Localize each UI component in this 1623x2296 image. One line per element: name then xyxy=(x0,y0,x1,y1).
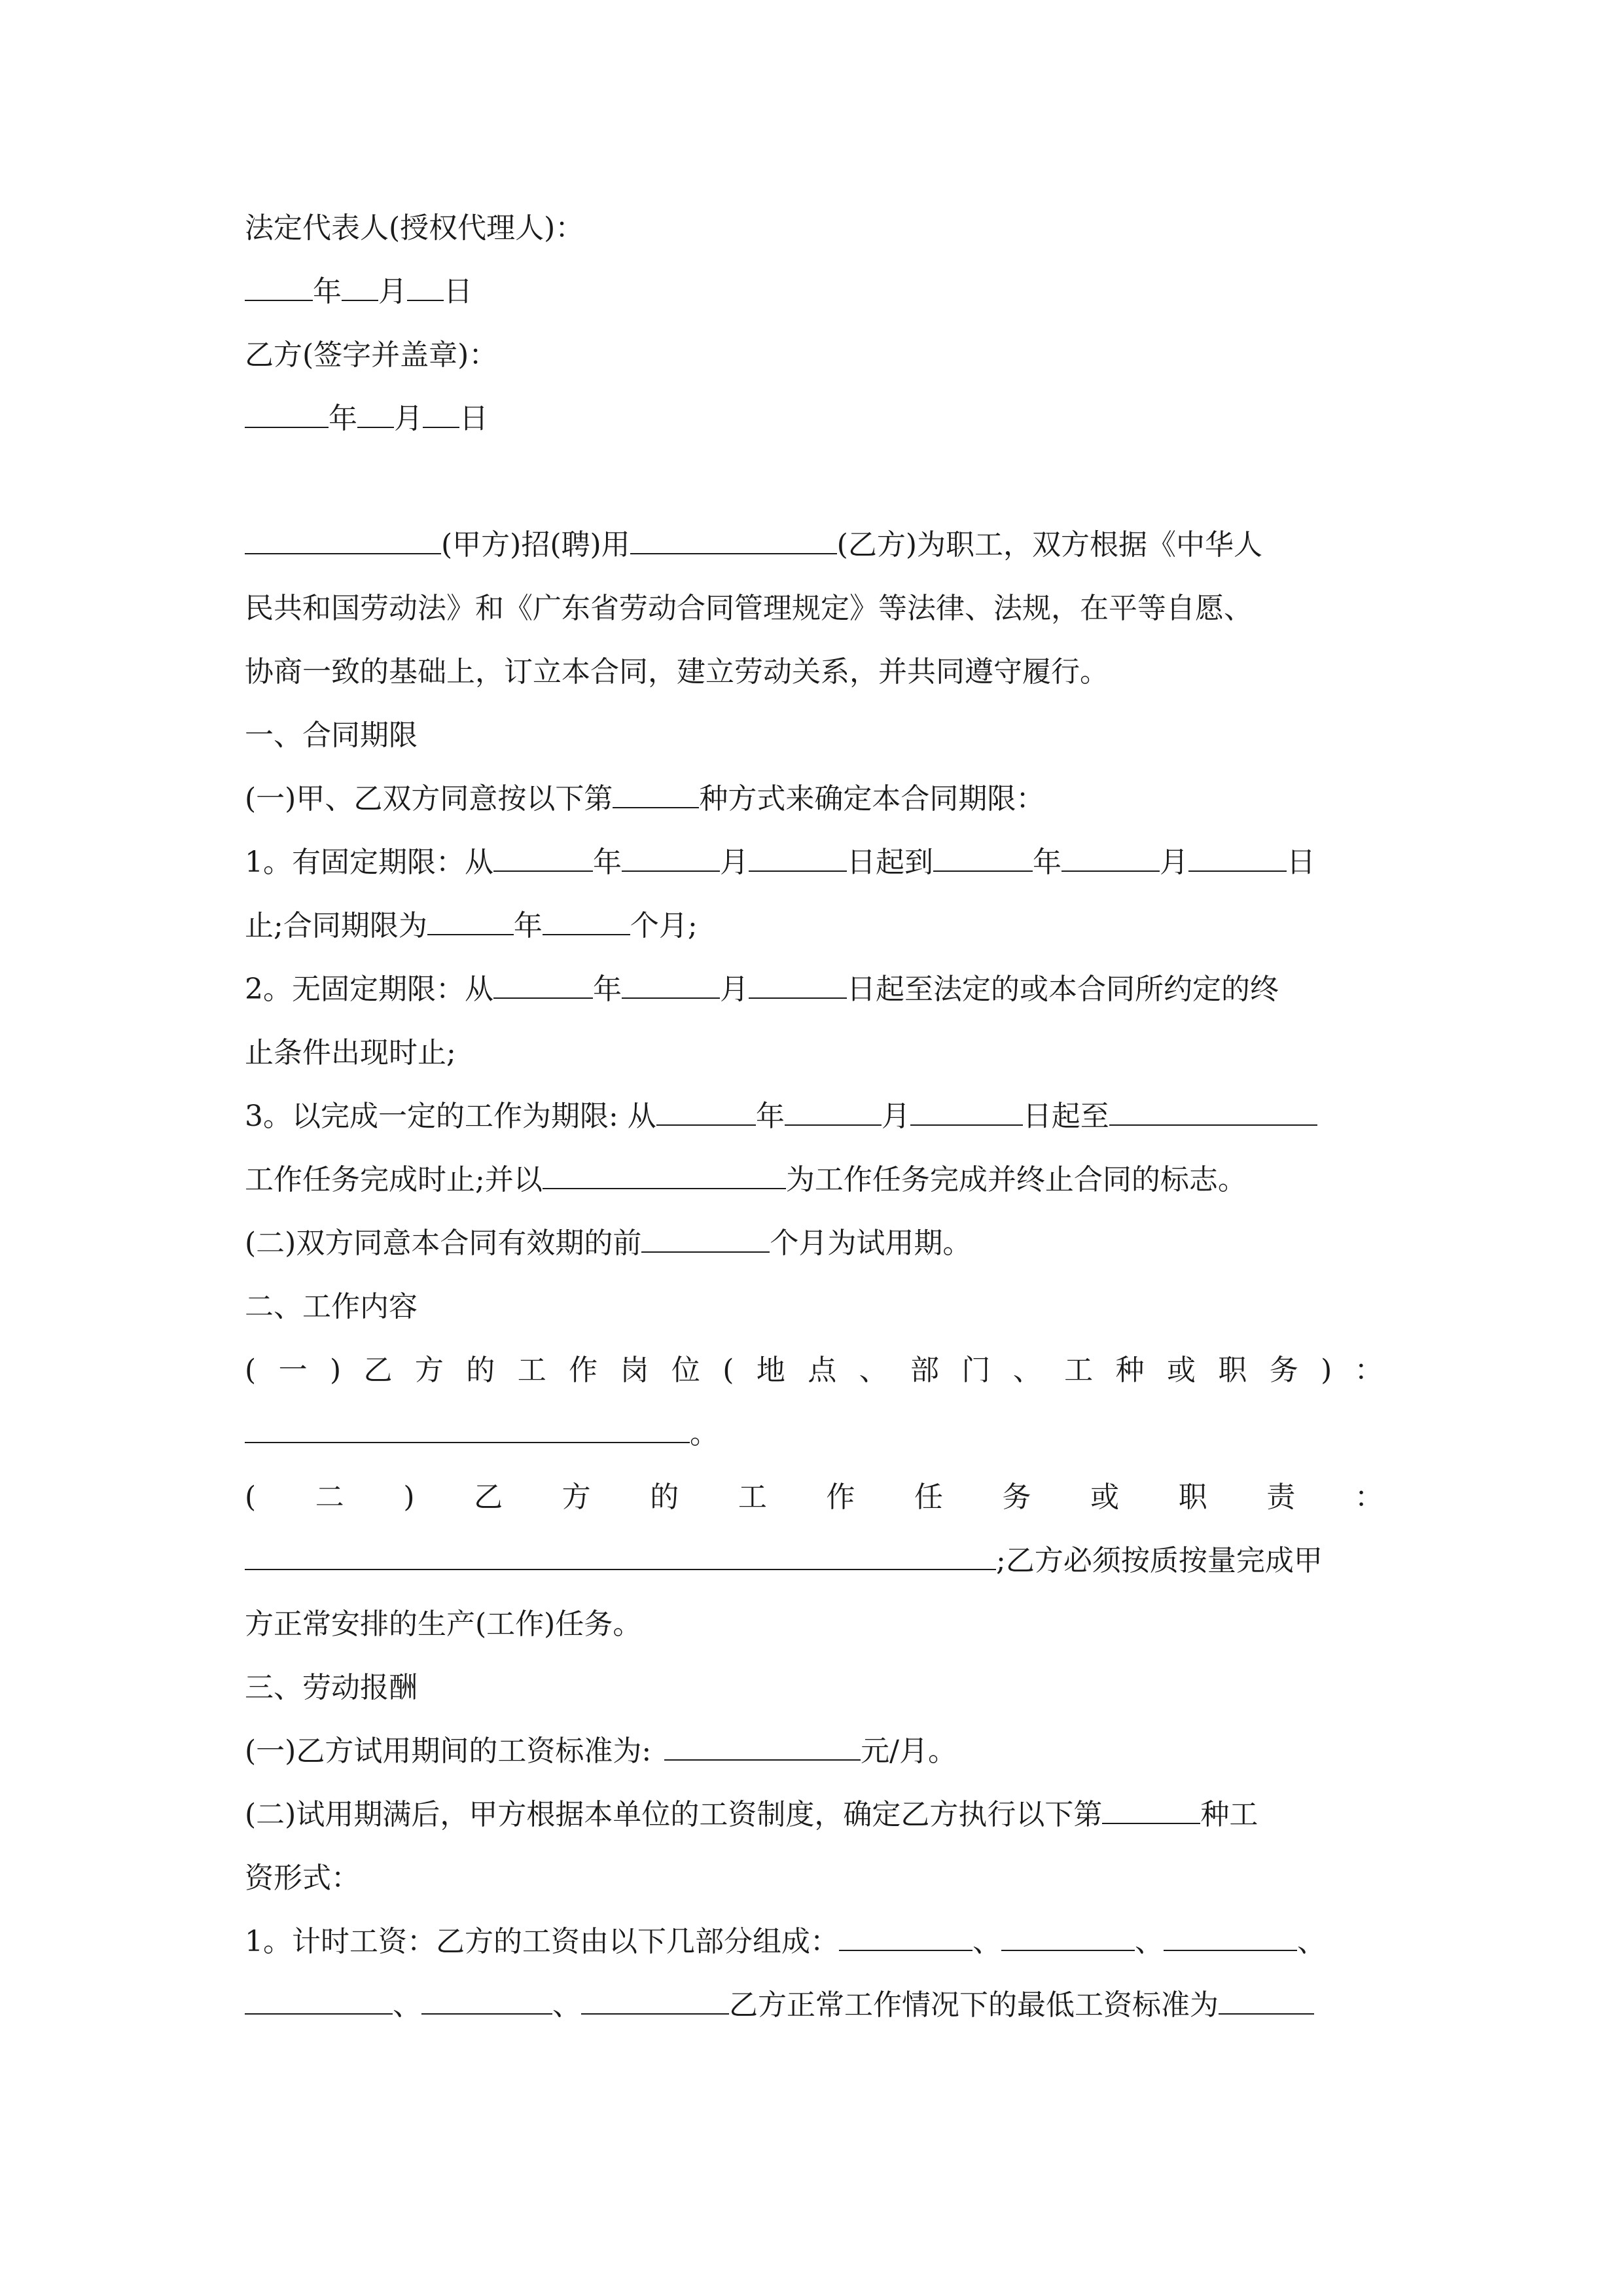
char: 的 xyxy=(466,1354,495,1387)
char: 方 xyxy=(562,1480,591,1514)
end-year-blank[interactable] xyxy=(933,847,1033,872)
party-a-name-blank[interactable] xyxy=(245,529,441,554)
start-day-blank[interactable] xyxy=(749,847,847,872)
party-b-name-blank[interactable] xyxy=(630,529,837,554)
clause-text: 1。有固定期限：从 xyxy=(245,846,493,879)
char: 职 xyxy=(1218,1354,1247,1387)
preamble-line-1 xyxy=(245,513,1383,577)
day-label: 日 xyxy=(1287,846,1315,879)
year-label: 年 xyxy=(329,402,357,435)
wage-part-blank[interactable] xyxy=(245,1990,393,2015)
year-label: 年 xyxy=(513,909,543,942)
wage-form-blank[interactable] xyxy=(1102,1799,1200,1824)
clause-text: 个月; xyxy=(630,909,698,942)
char: 职 xyxy=(1178,1480,1207,1514)
clause-text: 3。以完成一定的工作为期限: 从 xyxy=(245,1100,656,1133)
start-month-blank[interactable] xyxy=(785,1101,882,1126)
clause-text: 个月为试用期。 xyxy=(770,1227,972,1260)
spacer xyxy=(245,450,1383,513)
char: 责 xyxy=(1266,1480,1296,1514)
char: 位 xyxy=(671,1354,700,1387)
wage-part-blank[interactable] xyxy=(1001,1926,1135,1951)
time-wage-line xyxy=(245,1910,1383,1973)
preamble-line-3 xyxy=(245,640,1383,704)
task-term-line xyxy=(245,1085,1383,1148)
preamble-text: (甲方)招(聘)用 xyxy=(441,528,630,562)
year-label: 年 xyxy=(593,973,622,1006)
start-year-blank[interactable] xyxy=(493,847,593,872)
char: ( xyxy=(245,1354,257,1387)
char: 作 xyxy=(569,1354,598,1387)
month-label: 月 xyxy=(394,402,423,435)
separator: 、 xyxy=(552,1988,581,2022)
day-blank[interactable] xyxy=(423,403,459,428)
char: 务 xyxy=(1269,1354,1298,1387)
fixed-term-line-2 xyxy=(245,894,1383,958)
end-day-blank[interactable] xyxy=(1188,847,1287,872)
term-method-blank[interactable] xyxy=(613,783,699,808)
char: 作 xyxy=(826,1480,855,1514)
char: ( xyxy=(722,1354,734,1387)
clause-text: (一)乙方试用期间的工资标准为: xyxy=(245,1734,652,1768)
date-line-2 xyxy=(245,387,1383,450)
clause-text: 日起至法定的或本合同所约定的终 xyxy=(847,973,1279,1006)
start-year-blank[interactable] xyxy=(656,1101,756,1126)
section-1-heading xyxy=(245,704,1383,767)
char: ( xyxy=(245,1480,257,1514)
char: 门 xyxy=(961,1354,991,1387)
section-heading: 二、工作内容 xyxy=(245,1290,418,1323)
open-term-line-2 xyxy=(245,1021,1383,1085)
year-label: 年 xyxy=(593,846,622,879)
term-method-line xyxy=(245,767,1383,831)
char: 方 xyxy=(414,1354,444,1387)
char: ) xyxy=(329,1354,342,1387)
year-label: 年 xyxy=(1033,846,1061,879)
year-label: 年 xyxy=(755,1100,785,1133)
clause-text: 1。计时工资：乙方的工资由以下几部分组成： xyxy=(245,1925,839,1958)
char: ： xyxy=(1354,1354,1383,1387)
wage-part-blank[interactable] xyxy=(839,1926,972,1951)
clause-text: 止;合同期限为 xyxy=(245,909,427,942)
year-blank[interactable] xyxy=(245,276,313,301)
clause-text: 止条件出现时止; xyxy=(245,1036,456,1069)
wage-part-blank[interactable] xyxy=(581,1990,729,2015)
start-day-blank[interactable] xyxy=(910,1101,1023,1126)
section-3-heading xyxy=(245,1656,1383,1719)
char: 工 xyxy=(738,1480,767,1514)
legal-representative-line xyxy=(245,196,1383,260)
legal-representative-label: 法定代表人(授权代理人)： xyxy=(245,211,584,245)
char: 乙 xyxy=(474,1480,503,1514)
clause-text: (二)试用期满后，甲方根据本单位的工资制度，确定乙方执行以下第 xyxy=(245,1798,1103,1831)
char: 工 xyxy=(517,1354,546,1387)
preamble-text: 协商一致的基础上，订立本合同，建立劳动关系，并共同遵守履行。 xyxy=(245,655,1109,689)
char: 任 xyxy=(914,1480,943,1514)
min-wage-blank[interactable] xyxy=(1219,1990,1314,2015)
end-month-blank[interactable] xyxy=(1061,847,1160,872)
char: 一 xyxy=(278,1354,308,1387)
preamble-text: (乙方)为职工，双方根据《中华人 xyxy=(836,528,1263,562)
clause-text: 。 xyxy=(690,1417,719,1450)
open-term-line xyxy=(245,958,1383,1021)
section-heading: 一、合同期限 xyxy=(245,719,418,752)
job-duty-line xyxy=(245,1465,1383,1529)
month-blank[interactable] xyxy=(342,276,378,301)
day-label: 日 xyxy=(459,402,488,435)
task-completion-blank[interactable] xyxy=(543,1164,786,1189)
day-blank[interactable] xyxy=(407,276,444,301)
separator: 、 xyxy=(972,1925,1001,1958)
wage-part-blank[interactable] xyxy=(1164,1926,1297,1951)
start-month-blank[interactable] xyxy=(622,847,720,872)
char: 、 xyxy=(1012,1354,1042,1387)
fixed-term-line xyxy=(245,831,1383,894)
char: ： xyxy=(1354,1480,1383,1514)
char: 、 xyxy=(859,1354,888,1387)
clause-text: 种方式来确定本合同期限： xyxy=(699,782,1045,816)
clause-text: 日起到 xyxy=(847,846,933,879)
probation-line xyxy=(245,1211,1383,1275)
day-label: 日 xyxy=(444,275,473,308)
section-2-heading xyxy=(245,1275,1383,1338)
clause-text: (一)甲、乙双方同意按以下第 xyxy=(245,782,613,816)
clause-text: 方正常安排的生产(工作)任务。 xyxy=(245,1607,642,1641)
clause-text: 日起至 xyxy=(1022,1100,1109,1133)
clause-text: (二)双方同意本合同有效期的前 xyxy=(245,1227,642,1260)
char: 部 xyxy=(910,1354,939,1387)
preamble-text: 民共和国劳动法》和《广东省劳动合同管理规定》等法律、法规，在平等自愿、 xyxy=(245,592,1253,625)
month-label: 月 xyxy=(1160,846,1188,879)
separator: 、 xyxy=(393,1988,421,2022)
separator: 、 xyxy=(1297,1925,1326,1958)
job-duty-line-3 xyxy=(245,1592,1383,1656)
year-blank[interactable] xyxy=(245,403,329,428)
year-label: 年 xyxy=(313,275,342,308)
job-position-blank[interactable] xyxy=(245,1418,690,1443)
char: 地 xyxy=(756,1354,785,1387)
clause-text: 乙方正常工作情况下的最低工资标准为 xyxy=(729,1988,1219,2022)
clause-text: 为工作任务完成并终止合同的标志。 xyxy=(785,1163,1247,1196)
contract-page xyxy=(245,196,1383,2037)
char: 岗 xyxy=(620,1354,649,1387)
party-b-sign-label: 乙方(签字并盖章)： xyxy=(245,338,498,372)
clause-text: 资形式： xyxy=(245,1861,360,1895)
probation-wage-line xyxy=(245,1719,1383,1783)
clause-text: 工作任务完成时止;并以 xyxy=(245,1163,543,1196)
char: 工 xyxy=(1064,1354,1094,1387)
date-line-1 xyxy=(245,260,1383,323)
task-term-line-2 xyxy=(245,1148,1383,1211)
month-label: 月 xyxy=(720,973,749,1006)
job-position-line-2 xyxy=(245,1402,1383,1465)
char: 二 xyxy=(315,1480,344,1514)
start-month-blank[interactable] xyxy=(622,974,720,999)
job-position-line xyxy=(245,1338,1383,1402)
clause-text: 元/月。 xyxy=(861,1734,957,1768)
term-years-blank[interactable] xyxy=(427,910,514,935)
wage-form-line xyxy=(245,1783,1383,1846)
char: ) xyxy=(1321,1354,1332,1387)
char: 或 xyxy=(1166,1354,1196,1387)
wage-form-line-2 xyxy=(245,1846,1383,1910)
char: 或 xyxy=(1090,1480,1120,1514)
month-blank[interactable] xyxy=(357,403,394,428)
probation-wage-blank[interactable] xyxy=(664,1736,861,1761)
clause-text: 2。无固定期限：从 xyxy=(245,973,493,1006)
task-blank[interactable] xyxy=(1109,1101,1317,1126)
job-duty-blank[interactable] xyxy=(245,1545,996,1570)
clause-text: ;乙方必须按质按量完成甲 xyxy=(996,1544,1323,1577)
party-b-sign-line xyxy=(245,323,1383,387)
month-label: 月 xyxy=(378,275,407,308)
start-year-blank[interactable] xyxy=(493,974,593,999)
char: 乙 xyxy=(363,1354,393,1387)
term-months-blank[interactable] xyxy=(543,910,630,935)
char: 务 xyxy=(1002,1480,1031,1514)
preamble-line-2 xyxy=(245,577,1383,640)
month-label: 月 xyxy=(720,846,749,879)
char: 的 xyxy=(650,1480,679,1514)
section-heading: 三、劳动报酬 xyxy=(245,1671,418,1704)
time-wage-line-2 xyxy=(245,1973,1383,2037)
month-label: 月 xyxy=(881,1100,910,1133)
char: 点 xyxy=(808,1354,837,1387)
start-day-blank[interactable] xyxy=(749,974,847,999)
job-duty-line-2 xyxy=(245,1529,1383,1592)
probation-months-blank[interactable] xyxy=(641,1228,770,1253)
wage-part-blank[interactable] xyxy=(421,1990,552,2015)
char: 种 xyxy=(1115,1354,1145,1387)
char: ) xyxy=(403,1480,415,1514)
clause-text: 种工 xyxy=(1200,1798,1258,1831)
separator: 、 xyxy=(1135,1925,1164,1958)
